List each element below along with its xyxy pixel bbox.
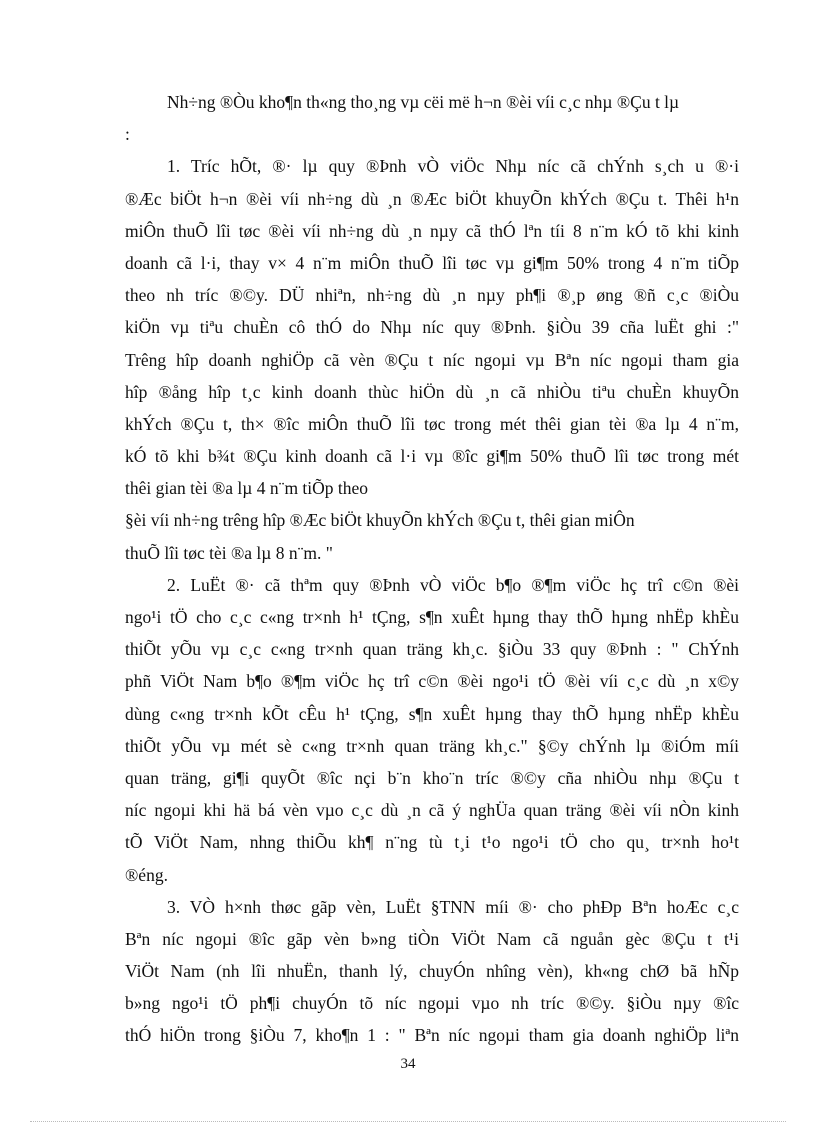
text-line: thêi gian tèi ®a lµ 4 n¨m tiÕp theo	[125, 478, 369, 499]
text-line: thiÕt yÕu vµ mét sè c«ng tr×nh quan träng kh¸c." §©y chÝnh lµ ®iÓm míi	[125, 735, 739, 756]
text-line: Nh÷ng ®Òu kho¶n th«ng tho¸ng vµ cëi më h¬n ®èi víi c¸c nhµ ®Çu t lµ	[167, 92, 680, 112]
bottom-divider	[30, 1121, 786, 1122]
text-line: thuÕ lîi tøc tèi ®a lµ 8 n¨m. "	[125, 542, 333, 563]
text-line: Trêng hîp doanh nghiÖp cã vèn ®Çu t níc ngoµi vµ Bªn níc ngoµi tham gia	[125, 349, 739, 370]
text-line: 3. VÒ h×nh thøc gãp vèn, LuËt §TNN míi ®· cho phÐp Bªn hoÆc c¸c	[167, 896, 739, 917]
text-line: ®Æc biÖt h¬n ®èi víi nh÷ng dù ¸n ®Æc biÖt khuyÕn khÝch ®Çu t. Thêi h¹n	[125, 188, 739, 209]
text-line: §èi víi nh÷ng trêng hîp ®Æc biÖt khuyÕn khÝch ®Çu t, thêi gian miÔn	[125, 510, 635, 531]
body-text	[125, 86, 739, 1052]
text-line: tÕ ViÖt Nam, nhng thiÕu kh¶ n¨ng tù t¸i t¹o ngo¹i tÖ cho qu¸ tr×nh ho¹t	[125, 832, 739, 853]
page-number: 34	[400, 1056, 416, 1072]
text-line: 1. Tríc hÕt, ®· lµ quy ®Þnh vÒ viÖc Nhµ níc cã chÝnh s¸ch u ®·i	[167, 156, 739, 177]
text-line: hîp ®ång hîp t¸c kinh doanh thùc hiÖn dù ¸n cã nhiÒu tiªu chuÈn khuyÕn	[125, 381, 739, 402]
text-line: ViÖt Nam (nh lîi nhuËn, thanh lý, chuyÓn nhîng vèn), kh«ng chØ bã hÑp	[125, 961, 739, 982]
text-line: 2. LuËt ®· cã thªm quy ®Þnh vÒ viÖc b¶o ®¶m viÖc hç trî c©n ®èi	[167, 574, 739, 595]
text-line: ®éng.	[125, 864, 168, 885]
text-line: khÝch ®Çu t, th× ®îc miÔn thuÕ lîi tøc trong mét thêi gian tèi ®a lµ 4 n¨m,	[125, 413, 739, 434]
text-line: kiÖn vµ tiªu chuÈn cô thÓ do Nhµ níc quy ®Þnh. §iÒu 39 cña luËt ghi :"	[125, 317, 739, 338]
text-line: b»ng ngo¹i tÖ ph¶i chuyÓn tõ níc ngoµi vµo nh tríc ®©y. §iÒu nµy ®îc	[125, 993, 739, 1014]
text-line: theo nh tríc ®©y. DÜ nhiªn, nh÷ng dù ¸n nµy ph¶i ®¸p øng ®ñ c¸c ®iÒu	[125, 285, 739, 306]
text-line: doanh cã l·i, thay v× 4 n¨m miÔn thuÕ lîi tøc vµ gi¶m 50% trong 4 n¨m tiÕp	[125, 252, 739, 273]
text-line: níc ngoµi khi hä bá vèn vµo c¸c dù ¸n cã ý nghÜa quan träng ®èi víi nÒn kinh	[125, 800, 739, 821]
text-line: thÓ hiÖn trong §iÒu 7, kho¶n 1 : " Bªn níc ngoµi tham gia doanh nghiÖp liªn	[125, 1025, 739, 1046]
text-line: ngo¹i tÖ cho c¸c c«ng tr×nh h¹ tÇng, s¶n xuÊt hµng thay thÕ hµng nhËp khÈu	[125, 607, 739, 627]
text-line: quan träng, gi¶i quyÕt ®îc nçi b¨n kho¨n tríc ®©y cña nhiÒu nhµ ®Çu t	[125, 767, 739, 788]
text-line: dùng c«ng tr×nh kÕt cÊu h¹ tÇng, s¶n xuÊt hµng thay thÕ hµng nhËp khÈu	[125, 703, 739, 724]
text-line: :	[125, 124, 130, 145]
text-line: Bªn níc ngoµi ®îc gãp vèn b»ng tiÒn ViÖt Nam cã nguån gèc ®Çu t t¹i	[125, 928, 739, 949]
text-line: phñ ViÖt Nam b¶o ®¶m viÖc hç trî c©n ®èi ngo¹i tÖ ®èi víi c¸c dù ¸n x©y	[125, 671, 739, 692]
text-line: kÓ tõ khi b¾t ®Çu kinh doanh cã l·i vµ ®îc gi¶m 50% thuÕ lîi tøc trong mét	[125, 446, 739, 467]
text-line: thiÕt yÕu vµ c¸c c«ng tr×nh quan träng kh¸c. §iÒu 33 quy ®Þnh : " ChÝnh	[125, 639, 739, 660]
text-line: miÔn thuÕ lîi tøc ®èi víi nh÷ng dù ¸n nµy cã thÓ lªn tíi 8 n¨m kÓ tõ khi kinh	[125, 220, 739, 241]
